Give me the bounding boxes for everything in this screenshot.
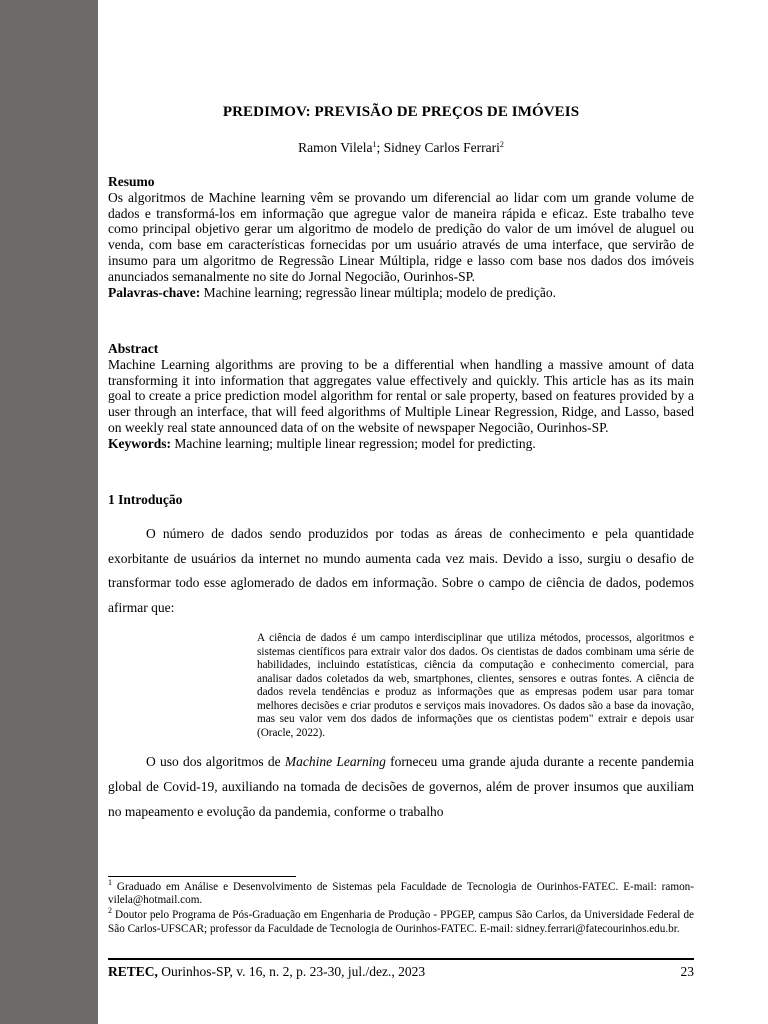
- footnote-mark: 2: [108, 906, 112, 916]
- resumo-heading: Resumo: [108, 174, 155, 189]
- palavras-chave-label: Palavras-chave:: [108, 284, 201, 300]
- abstract-text: Machine Learning algorithms are proving to be a differential when handling a massive amount of data transforming it into information that aggregates value effectively and quickly. This article has as its main goal to create a price prediction model algorithm for rental or sale property, based on features provided by a user through an interface, that will feed algorithms of Multiple Linear Regression, Ridge, and Lasso, based on weekly real state announced data of on the website of newspaper Negocião, Ourinhos-SP.: [108, 356, 694, 435]
- footer-divider: [108, 958, 694, 960]
- machine-learning-term: Machine Learning: [284, 754, 386, 769]
- author-separator: ;: [376, 140, 384, 155]
- intro-paragraph: [108, 522, 694, 620]
- footnote-ref[interactable]: 1: [372, 140, 377, 149]
- paper-title: PREDIMOV: PREVISÃO DE PREÇOS DE IMÓVEIS: [222, 104, 580, 120]
- abstract-section: [108, 341, 694, 452]
- footnote-text: Graduado em Análise e Desenvolvimento de Sistemas pela Faculdade de Tecnologia de Ourinhos-FATEC. E-mail: ramon-vilela@hotmail.com.: [108, 881, 694, 907]
- intro-text-2-start: O uso dos algoritmos de: [146, 754, 285, 769]
- intro-text: O número de dados sendo produzidos por todas as áreas de conhecimento e pela quantidade exorbitante de usuários da internet no mundo aumenta cada vez mais. Devido a isso, surgiu o desafio de transformar todo esse aglomerado de dados em informação. Sobre o campo de ciência de dados, podemos afirmar que:: [108, 526, 694, 615]
- footnote-divider: [108, 876, 296, 877]
- page-margin-sidebar: [0, 0, 98, 1024]
- footnote-mark: 1: [108, 878, 112, 887]
- author-name: Ramon Vilela: [298, 140, 373, 155]
- footnote-2: [108, 906, 694, 935]
- palavras-chave-line: [108, 285, 694, 301]
- author-name: Sidney Carlos Ferrari: [383, 140, 500, 155]
- page-footer: [108, 964, 694, 980]
- page-number: 23: [680, 964, 694, 979]
- journal-name: RETEC,: [108, 964, 158, 979]
- resumo-text: Os algoritmos de Machine learning vêm se provando um diferencial ao lidar com um grande volume de dados e transformá-los em informação que agregue valor de maneira rápida e eficaz. Este trabalho teve como principal objetivo gerar um algoritmo de modelo de predição do valor de um imóvel de aluguel ou venda, com base em características fornecidas por um usuário através de uma interface, que servirão de insumo para um algoritmo de Regressão Linear Múltipla, ridge e lasso com base nos dados dos imóveis anunciados semanalmente no site do Jornal Negocião, Ourinhos-SP.: [108, 189, 694, 284]
- footnote-ref[interactable]: 2: [499, 140, 504, 149]
- keywords-label: Keywords:: [108, 435, 171, 451]
- footnotes: [108, 878, 694, 938]
- journal-citation: Ourinhos-SP, v. 16, n. 2, p. 23-30, jul./dez., 2023: [157, 964, 426, 979]
- keywords-line: [108, 436, 694, 452]
- palavras-chave-text: Machine learning; regressão linear múltipla; modelo de predição.: [200, 284, 556, 300]
- resumo-section: [108, 174, 694, 300]
- footnote-text: Doutor pelo Programa de Pós-Graduação em Engenharia de Produção - PPGEP, campus São Carlos, da Universidade Federal de São Carlos-UFSCAR; professor da Faculdade de Tecnologia de Ourinhos-FATEC. E-mail: sidney.ferrari@fatecourinhos.edu.br.: [108, 909, 694, 935]
- intro-text-2: [108, 749, 694, 824]
- block-quote: A ciência de dados é um campo interdisciplinar que utiliza métodos, processos, algoritmos e sistemas científicos para extrair valor dos dados. Os cientistas de dados combinam uma série de habilidades, incluindo estatísticas, ciência da computação e conhecimento comercial, para analisar dados coletados da web, smartphones, clientes, sensores e outras fontes. A ciência de dados revela tendências e produz as informações que as empresas podem usar para tomar melhores decisões e criar produtos e serviços mais inovadores. Os dados são a base da inovação, mas seu valor vem dos dados de informações que os cientistas podem" extrair e depois usar (Oracle, 2022).: [257, 632, 694, 739]
- footnote-1: [108, 878, 694, 907]
- intro-paragraph-2: [108, 749, 694, 824]
- abstract-heading: Abstract: [108, 341, 159, 356]
- intro-text-2-end: forneceu uma grande ajuda durante a recente pandemia global de Covid-19, auxiliando na tomada de decisões de governos, além de prover insumos que auxiliam no mapeamento e evolução da pandemia, conforme o trabalho: [108, 754, 694, 819]
- author-line: [108, 140, 694, 156]
- keywords-text: Machine learning; multiple linear regression; model for predicting.: [171, 435, 536, 451]
- section-heading: 1 Introdução: [108, 492, 183, 507]
